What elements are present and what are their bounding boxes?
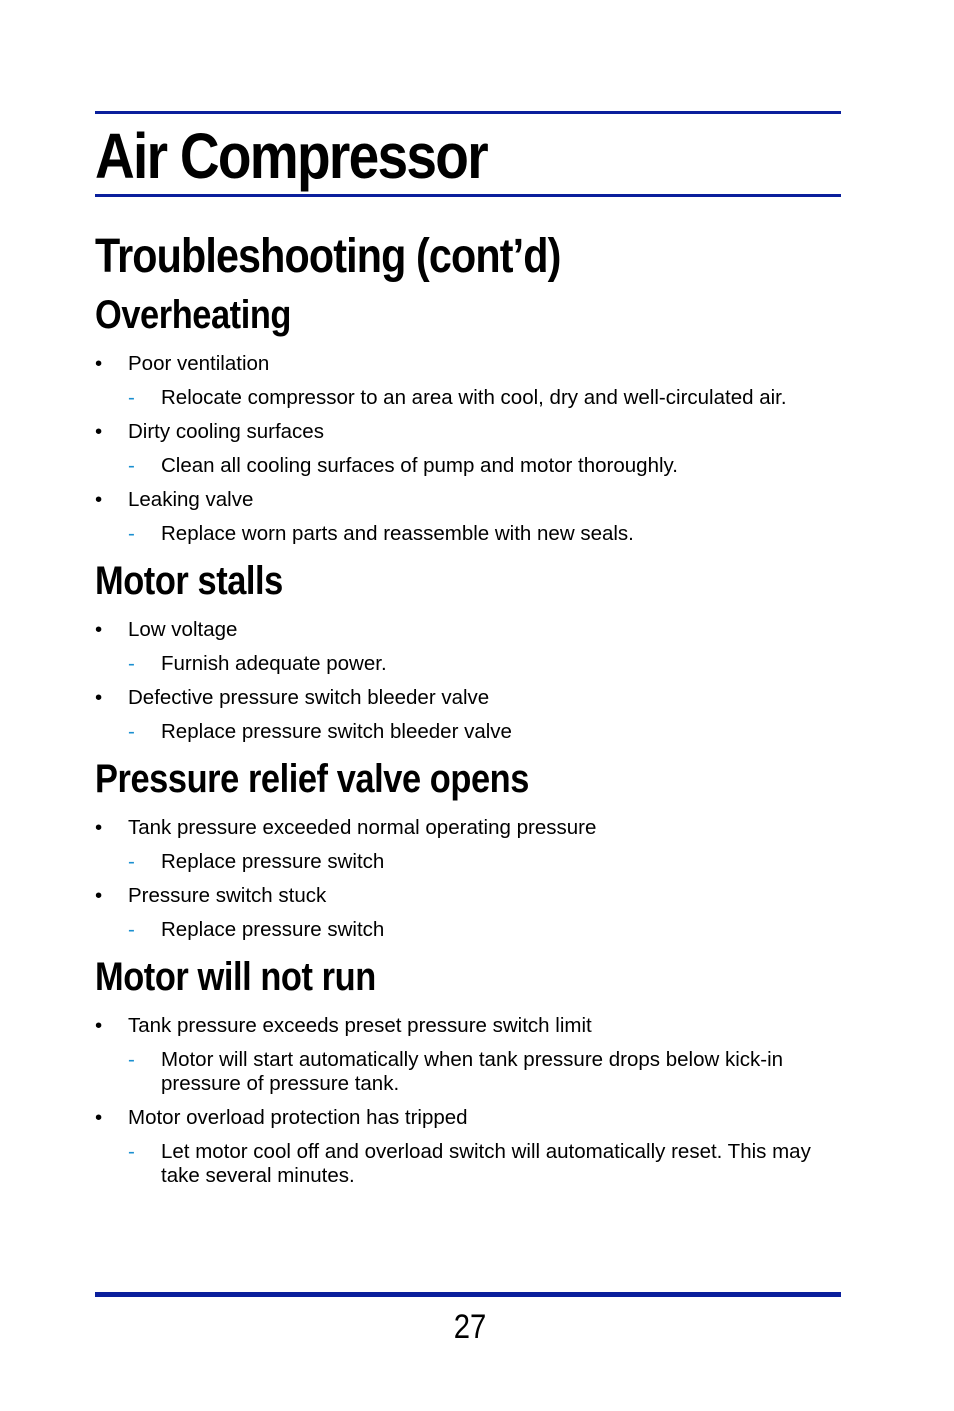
dash-icon: - — [128, 522, 135, 545]
dash-icon: - — [128, 850, 135, 873]
section-motor-stalls — [95, 554, 841, 744]
cause-item — [95, 686, 841, 710]
remedy-item — [95, 522, 841, 546]
section-subtitle: Troubleshooting (cont’d) — [95, 230, 561, 283]
remedy-item — [95, 720, 841, 744]
bottom-rule — [95, 1292, 841, 1297]
remedy-text: Replace pressure switch — [161, 850, 385, 873]
section-heading: Pressure relief valve opens — [95, 757, 529, 801]
title-underline-rule — [95, 194, 841, 197]
remedy-text: Let motor cool off and overload switch will automatically reset. This may take several minutes. — [161, 1140, 811, 1187]
section-heading: Overheating — [95, 293, 291, 337]
bullet-icon: • — [95, 686, 103, 709]
dash-icon: - — [128, 1140, 135, 1163]
bullet-icon: • — [95, 488, 103, 511]
bullet-icon: • — [95, 618, 103, 641]
cause-text: Tank pressure exceeded normal operating pressure — [128, 816, 597, 839]
remedy-item — [95, 386, 841, 410]
page-number: 27 — [453, 1308, 487, 1346]
remedy-text: Motor will start automatically when tank pressure drops below kick-in pressure of pressure tank. — [161, 1048, 784, 1095]
remedy-item — [95, 1048, 841, 1096]
cause-text: Motor overload protection has tripped — [128, 1106, 468, 1129]
remedy-text: Clean all cooling surfaces of pump and motor thoroughly. — [161, 454, 678, 477]
cause-item — [95, 488, 841, 512]
dash-icon: - — [128, 918, 135, 941]
remedy-text: Replace pressure switch — [161, 918, 385, 941]
dash-icon: - — [128, 1048, 135, 1071]
remedy-text: Replace worn parts and reassemble with new seals. — [161, 522, 634, 545]
cause-item — [95, 352, 841, 376]
remedy-text: Relocate compressor to an area with cool, dry and well-circulated air. — [161, 386, 787, 409]
section-heading: Motor will not run — [95, 955, 376, 999]
remedy-text: Replace pressure switch bleeder valve — [161, 720, 512, 743]
section-overheating — [95, 288, 841, 546]
bullet-icon: • — [95, 420, 103, 443]
cause-item — [95, 1014, 841, 1038]
dash-icon: - — [128, 652, 135, 675]
section-heading: Motor stalls — [95, 559, 283, 603]
page-title: Air Compressor — [95, 120, 487, 192]
cause-text: Pressure switch stuck — [128, 884, 327, 907]
cause-item — [95, 420, 841, 444]
bullet-icon: • — [95, 352, 103, 375]
remedy-item — [95, 918, 841, 942]
bullet-icon: • — [95, 1106, 103, 1129]
cause-item — [95, 884, 841, 908]
cause-item — [95, 1106, 841, 1130]
cause-item — [95, 618, 841, 642]
page-content — [95, 226, 841, 1196]
bullet-icon: • — [95, 1014, 103, 1037]
remedy-item — [95, 652, 841, 676]
section-motor-will-not-run — [95, 950, 841, 1188]
cause-text: Dirty cooling surfaces — [128, 420, 324, 443]
cause-text: Leaking valve — [128, 488, 254, 511]
cause-text: Poor ventilation — [128, 352, 270, 375]
section-pressure-relief-valve-opens — [95, 752, 841, 942]
remedy-item — [95, 850, 841, 874]
cause-text: Tank pressure exceeds preset pressure switch limit — [128, 1014, 592, 1037]
dash-icon: - — [128, 386, 135, 409]
cause-text: Defective pressure switch bleeder valve — [128, 686, 490, 709]
bullet-icon: • — [95, 816, 103, 839]
cause-item — [95, 816, 841, 840]
troubleshooting-sections — [95, 288, 841, 1188]
remedy-item — [95, 1140, 841, 1188]
remedy-item — [95, 454, 841, 478]
bullet-icon: • — [95, 884, 103, 907]
cause-text: Low voltage — [128, 618, 238, 641]
dash-icon: - — [128, 454, 135, 477]
dash-icon: - — [128, 720, 135, 743]
remedy-text: Furnish adequate power. — [161, 652, 387, 675]
top-rule — [95, 111, 841, 114]
